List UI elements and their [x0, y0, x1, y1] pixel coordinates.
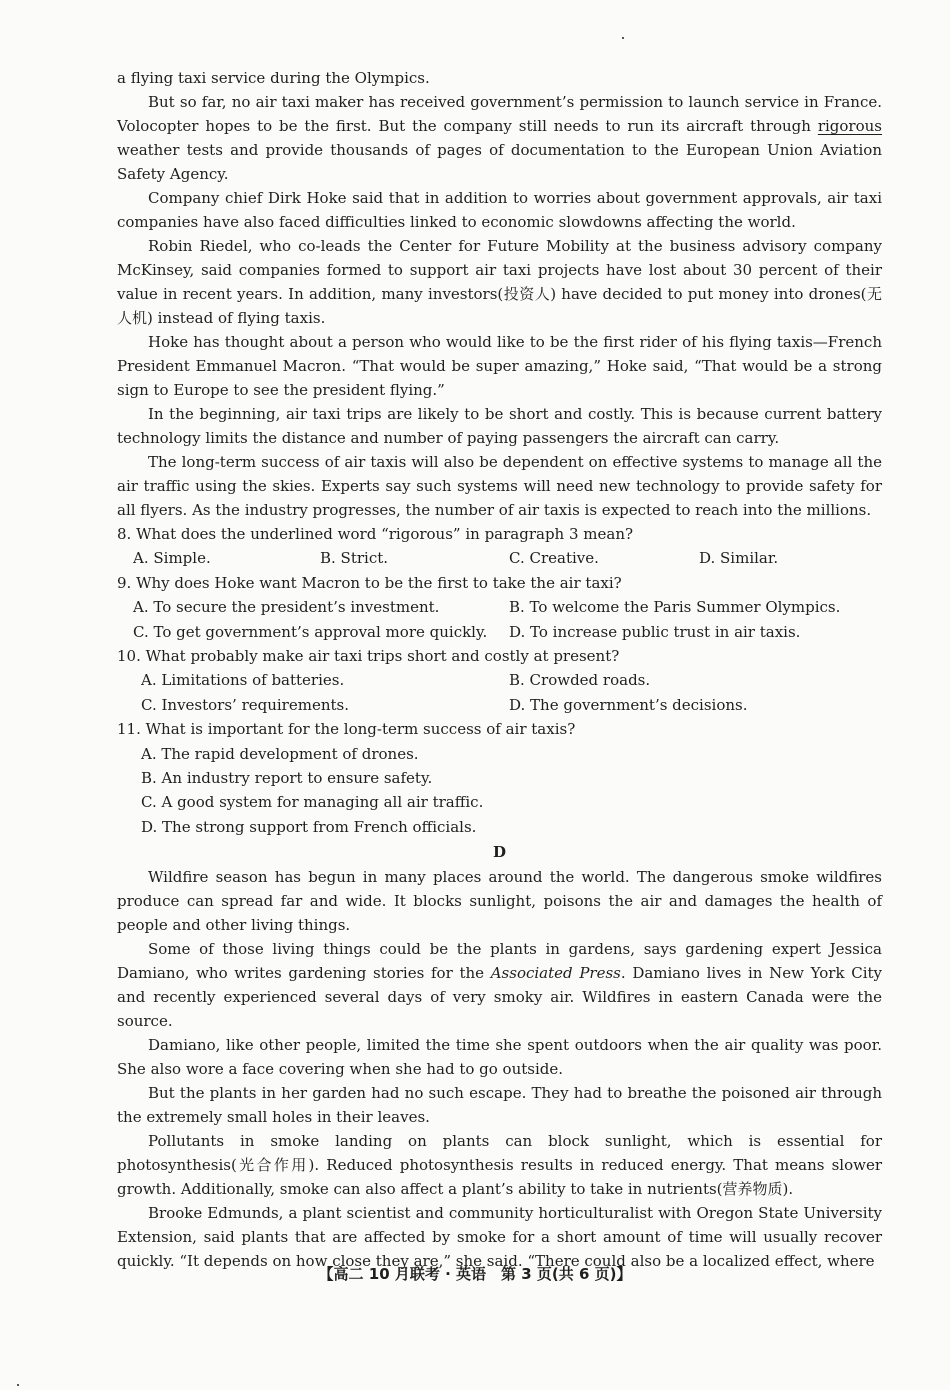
paragraph-d2: Some of those living things could be the plants in gardens, says gardening expert Jessica Damiano, who writes gardening stories for the Associated Press. Damiano lives in New York City and recently experienced several days of very smoky air. Wildfires in eastern Canada were the source.	[117, 940, 882, 1031]
question-options-row-1	[117, 595, 882, 619]
paragraph-2: But so far, no air taxi maker has received government’s permission to launch service in France. Volocopter hopes to be the first. But the company still needs to run its aircraft through rigorous weather tests and provide thousands of pages of documentation to the European Union Aviation Safety Agency.	[117, 93, 882, 183]
question-stem: 9. Why does Hoke want Macron to be the first to take the air taxi?	[117, 573, 622, 592]
option-c: C. Creative.	[509, 549, 599, 568]
option-a: A. The rapid development of drones.	[141, 744, 419, 763]
option-d: D. The government’s decisions.	[509, 695, 748, 714]
question-stem: 11. What is important for the long-term success of air taxis?	[117, 720, 576, 739]
page-content	[117, 66, 882, 1273]
question-options-row-2	[117, 620, 882, 644]
scan-speck-top	[622, 37, 624, 39]
question-options-row-2	[117, 693, 882, 717]
option-a: A. To secure the president’s investment.	[133, 598, 440, 617]
option-c: C. To get government’s approval more quickly.	[133, 622, 488, 641]
question-10	[117, 644, 882, 717]
option-a: A. Simple.	[133, 549, 211, 568]
option-c: C. A good system for managing all air traffic.	[141, 793, 484, 812]
section-title: D	[492, 843, 506, 862]
paragraph-5: Hoke has thought about a person who would like to be the first rider of his flying taxis—French President Emmanuel Macron. “That would be super amazing,” Hoke said, “That would be a strong sign to Europe to see the president flying.”	[117, 333, 882, 399]
paragraph-d3: Damiano, like other people, limited the time she spent outdoors when the air quality was poor. She also wore a face covering when she had to go outside.	[117, 1036, 882, 1079]
paragraph-6: In the beginning, air taxi trips are likely to be short and costly. This is because current battery technology limits the distance and number of paying passengers the aircraft can carry.	[117, 405, 882, 447]
paragraph-1: a flying taxi service during the Olympics.	[117, 69, 430, 87]
paragraph-7: The long-term success of air taxis will also be dependent on effective systems to manage all the air traffic using the skies. Experts say such systems will need new technology to provide safety for all flyers. As the industry progresses, the number of air taxis is expected to reach into the millions.	[117, 453, 882, 519]
option-b: B. To welcome the Paris Summer Olympics.	[509, 598, 841, 617]
question-options	[117, 546, 882, 570]
paragraph-4: Robin Riedel, who co-leads the Center for Future Mobility at the business advisory company McKinsey, said companies formed to support air taxi projects have lost about 30 percent of their value in recent years. In addition, many investors(投资人) have decided to put money into drones(无人机) instead of flying taxis.	[117, 237, 882, 327]
question-stem: 10. What probably make air taxi trips short and costly at present?	[117, 647, 620, 666]
scan-speck-bottom	[17, 1384, 19, 1386]
question-8	[117, 522, 882, 571]
page-footer: 【高二 10 月联考 · 英语 第 3 页(共 6 页)】	[318, 1265, 632, 1283]
option-d: D. The strong support from French officials.	[141, 817, 477, 836]
option-d: D. To increase public trust in air taxis.	[509, 622, 801, 641]
question-11	[117, 717, 882, 839]
option-c: C. Investors’ requirements.	[141, 695, 349, 714]
paragraph-d5: Pollutants in smoke landing on plants can block sunlight, which is essential for photosynthesis(光合作用). Reduced photosynthesis results in reduced energy. That means slower growth. Additionally, smoke can also affect a plant’s ability to take in nutrients(营养物质).	[117, 1132, 882, 1199]
paragraph-d6: Brooke Edmunds, a plant scientist and community horticulturalist with Oregon State University Extension, said plants that are affected by smoke for a short amount of time will usually recover quickly. “It depends on how close they are,” she said. “There could also be a localized effect, where	[117, 1204, 882, 1271]
paragraph-d1: Wildfire season has begun in many places around the world. The dangerous smoke wildfires produce can spread far and wide. It blocks sunlight, poisons the air and damages the health of people and other living things.	[117, 868, 882, 935]
option-b: B. An industry report to ensure safety.	[141, 769, 433, 788]
underlined-word: rigorous	[817, 117, 882, 135]
option-b: B. Crowded roads.	[509, 671, 651, 690]
option-d: D. Similar.	[699, 549, 779, 568]
question-options-row-1	[117, 668, 882, 692]
question-stem: 8. What does the underlined word “rigorous” in paragraph 3 mean?	[117, 525, 634, 543]
paragraph-d4: But the plants in her garden had no such escape. They had to breathe the poisoned air through the extremely small holes in their leaves.	[117, 1084, 882, 1127]
option-a: A. Limitations of batteries.	[141, 671, 345, 690]
question-9	[117, 571, 882, 644]
paragraph-3: Company chief Dirk Hoke said that in addition to worries about government approvals, air taxi companies have also faced difficulties linked to economic slowdowns affecting the world.	[117, 189, 882, 231]
publication-name: Associated Press	[490, 964, 621, 983]
option-b: B. Strict.	[320, 549, 389, 568]
